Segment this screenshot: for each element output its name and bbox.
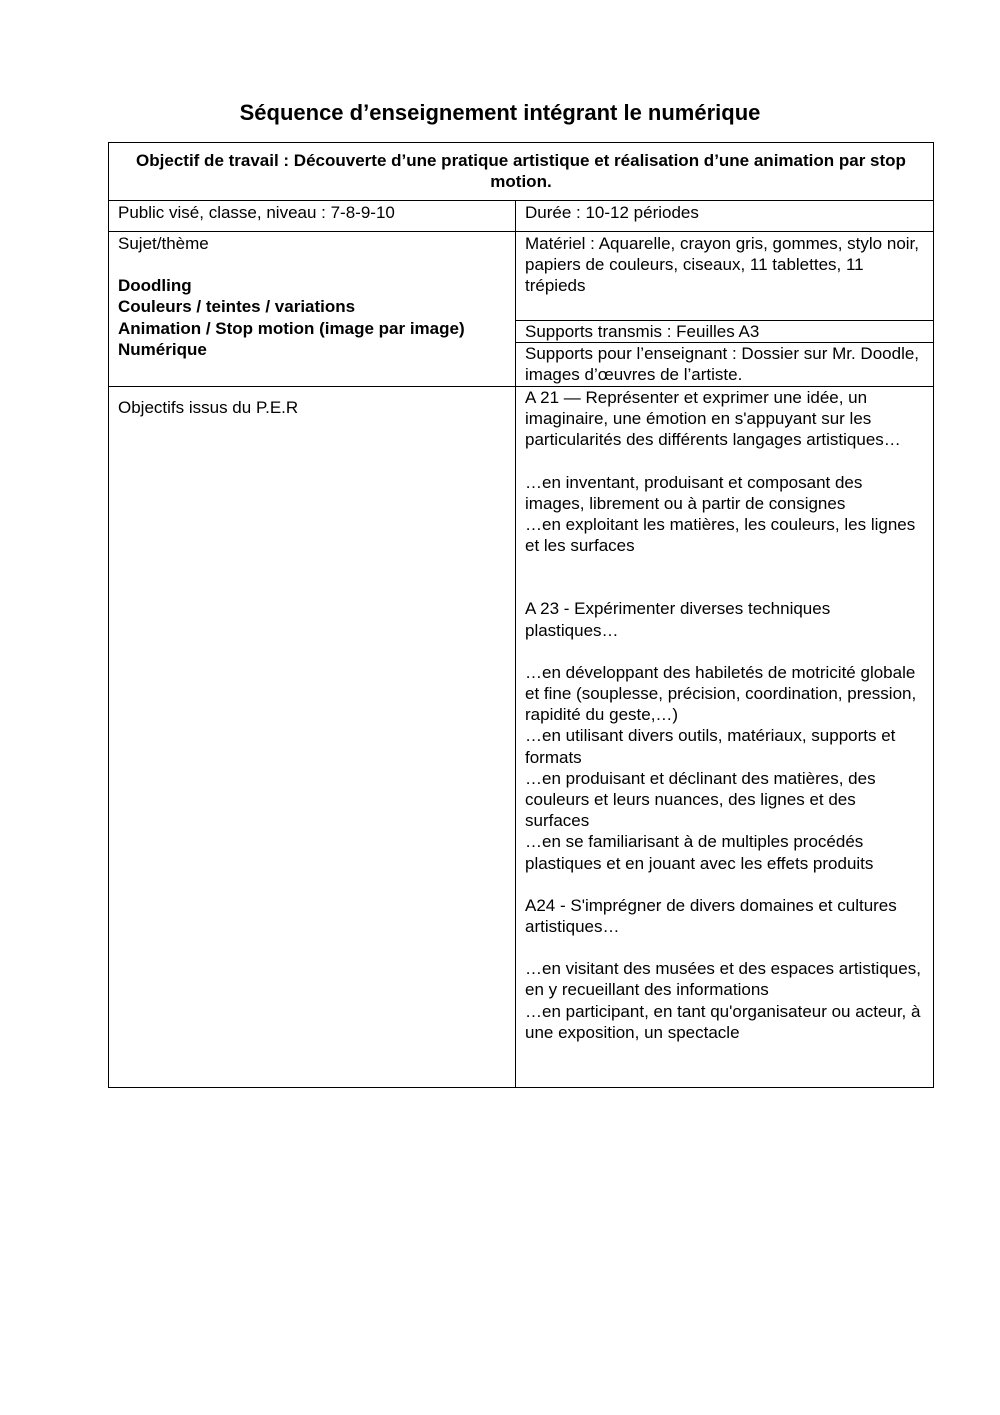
objective-cell: Objectif de travail : Découverte d’une pratique artistique et réalisation d’une animation par stop motion. [136, 151, 906, 192]
objective-item: …en visitant des musées et des espaces artistiques, en y recueillant des informations [525, 959, 921, 1000]
theme-item: Animation / Stop motion (image par image) [118, 318, 465, 338]
lesson-table [108, 142, 934, 1088]
theme-item: Doodling [118, 276, 192, 296]
objective-a21-title: A 21 — Représenter et exprimer une idée, un imaginaire, une émotion en s'appuyant sur les particularités des différents langages artistiques… [525, 388, 901, 450]
supports-teacher-cell: Supports pour l’enseignant : Dossier sur Mr. Doodle, images d’œuvres de l’artiste. [525, 344, 920, 385]
duration-cell: Durée : 10-12 périodes [525, 203, 699, 222]
per-label-cell: Objectifs issus du P.E.R [118, 398, 299, 417]
objective-a23-title: A 23 - Expérimenter diverses techniques plastiques… [525, 599, 831, 640]
page-title: Séquence d’enseignement intégrant le numérique [239, 100, 761, 125]
theme-item: Numérique [118, 339, 207, 359]
objective-item: …en produisant et déclinant des matières, des couleurs et leurs nuances, des lignes et des surfaces [525, 768, 876, 831]
objective-item: …en participant, en tant qu'organisateur ou acteur, à une exposition, un spectacle [525, 1001, 921, 1042]
objective-item: …en développant des habiletés de motricité globale et fine (souplesse, précision, coordination, pression, rapidité du geste,…) [525, 662, 917, 725]
objective-item: …en se familiarisant à de multiples procédés plastiques et en jouant avec les effets produits [525, 832, 874, 873]
supports-transmitted-cell: Supports transmis : Feuilles A3 [525, 322, 760, 341]
theme-item: Couleurs / teintes / variations [118, 297, 356, 317]
public-cell: Public visé, classe, niveau : 7-8-9-10 [118, 203, 395, 222]
material-cell: Matériel : Aquarelle, crayon gris, gommes, stylo noir, papiers de couleurs, ciseaux, 11 tablettes, 11 trépieds [525, 234, 919, 296]
objective-a24-title: A24 - S'imprégner de divers domaines et cultures artistiques… [525, 895, 897, 937]
per-objectives-cell [516, 387, 933, 1087]
subject-cell [109, 232, 515, 386]
objective-item: …en exploitant les matières, les couleurs, les lignes et les surfaces [525, 515, 916, 556]
subject-label: Sujet/thème [118, 234, 209, 253]
objective-item: …en utilisant divers outils, matériaux, supports et formats [525, 726, 896, 767]
objective-item: …en inventant, produisant et composant des images, librement ou à partir de consignes [525, 472, 863, 513]
